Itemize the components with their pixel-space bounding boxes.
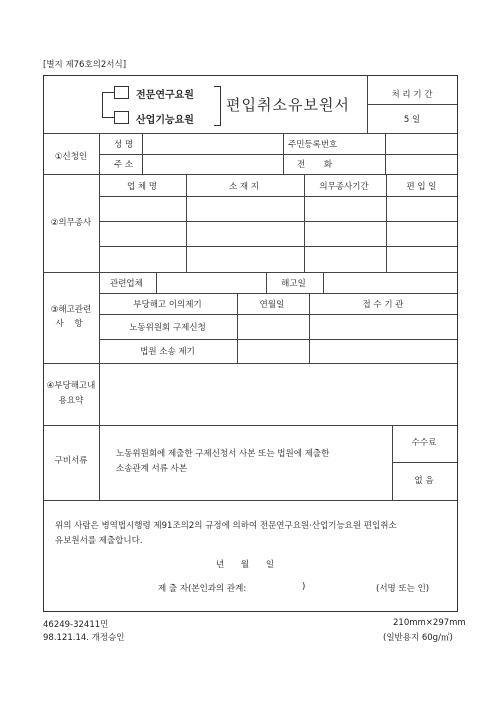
documents-label: 구비서류 [54, 456, 88, 466]
fee-value: 없 음 [414, 476, 434, 486]
brace-right [214, 86, 221, 126]
rule [99, 339, 457, 340]
section-dismissal-1: ③해고관련 [50, 305, 92, 315]
phone-label: 전 화 [297, 160, 341, 170]
dismissal-date-label: 해고일 [281, 279, 306, 289]
bracket-option2 [102, 117, 114, 118]
bracket-vertical [102, 92, 103, 117]
form-title: 편입취소유보원서 [226, 96, 350, 114]
submitter-close: ) [302, 582, 306, 592]
rule [99, 293, 457, 294]
rule [44, 272, 457, 273]
rule [44, 425, 457, 426]
ymd-label: 연월일 [259, 300, 285, 310]
summary-label-2: 용요약 [58, 396, 84, 406]
rule [367, 104, 457, 105]
rule [99, 425, 100, 500]
duty-col-company: 업 체 명 [126, 182, 158, 192]
rule [99, 133, 100, 425]
checkbox-option2[interactable] [114, 111, 129, 124]
rule [44, 500, 457, 501]
footer-size: 210mm×297mm [393, 618, 466, 628]
duty-col-date: 편 입 일 [406, 182, 437, 192]
rule [156, 272, 157, 293]
checkbox-option1[interactable] [114, 86, 129, 99]
objection-label: 부당해고 이의제기 [133, 300, 202, 310]
form-number: [별지 제76호의2서식] [43, 60, 127, 70]
statement-line-1: 위의 사람은 병역법시행령 제91조의2의 규정에 의하여 전문연구요원·산업기능요원 편입취소 [55, 521, 397, 531]
section-applicant: ①신청인 [54, 152, 88, 162]
id-label: 주민등록번호 [288, 140, 338, 150]
documents-text-2: 소송관계 서류 사본 [116, 464, 188, 474]
bracket-option1 [102, 92, 114, 93]
submitter-label: 제 출 자(본인과의 관계: [158, 584, 247, 594]
rule [44, 363, 457, 364]
rule [392, 462, 457, 463]
rule [44, 133, 457, 134]
company-label: 관련업체 [110, 279, 143, 289]
rule [142, 133, 143, 174]
documents-text-1: 노동위원회에 제출한 구제신청서 사본 또는 법원에 제출한 [116, 449, 330, 459]
rule [99, 154, 457, 155]
signature-label: (서명 또는 인) [376, 584, 430, 594]
statement-line-2: 유보원서를 제출합니다. [55, 536, 143, 546]
processing-value: 5 일 [403, 115, 421, 125]
rule [323, 272, 324, 293]
agency-label: 접 수 기 관 [362, 300, 404, 310]
section-dismissal-2: 사 항 [55, 319, 87, 329]
rule [385, 133, 386, 174]
rule [99, 246, 457, 247]
rule [99, 221, 457, 222]
processing-label: 처 리 기 간 [391, 90, 433, 100]
form-frame [43, 75, 458, 612]
footer-code: 46249-32411민 [43, 620, 109, 630]
relief-request-label: 노동위원회 구제신청 [129, 323, 206, 333]
rule [44, 174, 457, 175]
duty-col-location: 소 재 지 [228, 182, 260, 192]
footer-paper: (일반용지 60g/㎡) [383, 633, 453, 643]
rule [283, 133, 284, 174]
summary-label-1: ④부당해고내 [46, 381, 96, 391]
address-label: 주 소 [114, 160, 134, 170]
fee-label: 수수료 [411, 438, 437, 448]
option2-label: 산업기능요원 [136, 115, 194, 126]
section-duty: ②의무종사 [50, 218, 92, 228]
name-label: 성 명 [114, 140, 134, 150]
rule [99, 196, 457, 197]
date-line: 년 월 일 [216, 560, 275, 570]
option1-label: 전문연구요원 [136, 90, 194, 101]
footer-approval: 98.121.14. 개정승인 [43, 633, 125, 643]
duty-col-period: 의무종사기간 [319, 182, 369, 192]
rule [99, 314, 457, 315]
lawsuit-label: 법원 소송 제기 [140, 347, 195, 357]
